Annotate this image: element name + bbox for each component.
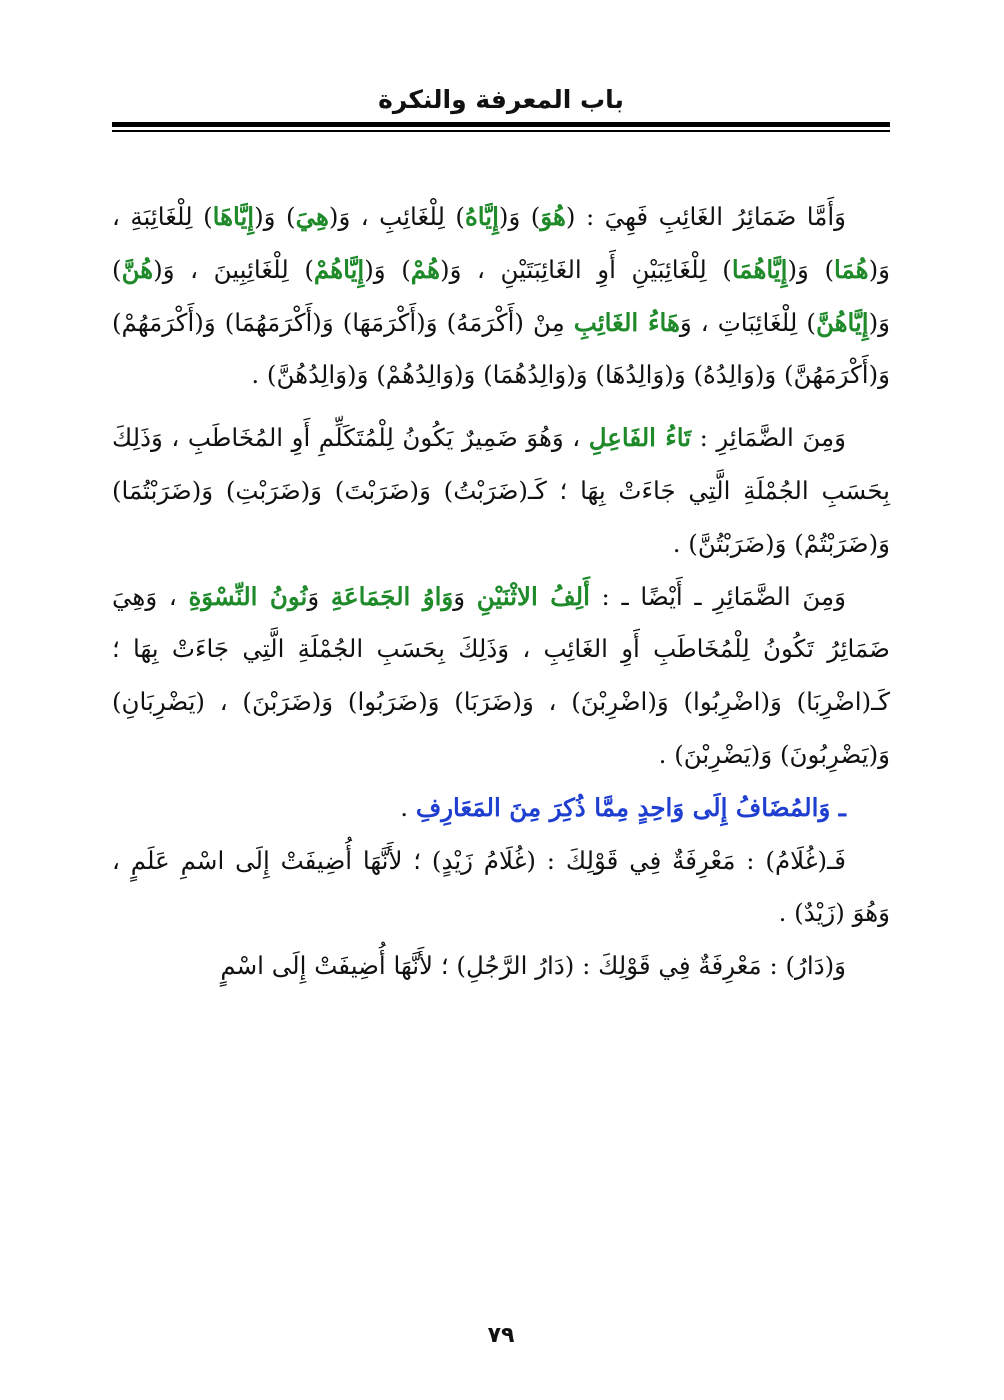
body-text: وَأَمَّا ضَمَائِرُ الغَائِبِ فَهِيَ : ( (565, 202, 846, 231)
header-rule-thick (112, 122, 890, 127)
highlighted-term: هُمْ (410, 254, 441, 284)
section-heading-text: ـ وَالمُضَافُ إِلَى وَاحِدٍ مِمَّا ذُكِرَ مِنَ المَعَارِفِ (415, 792, 846, 822)
highlighted-term: هُوَ (540, 202, 566, 231)
body-text: وَ (453, 581, 477, 611)
body-text: فَـ(غُلَامُ) : مَعْرِفَةٌ فِي قَوْلِكَ : (غُلَامُ زَيْدٍ) ؛ لأَنَّهَا أُضِيفَتْ إِلَى اسْمِ عَلَمٍ ، وَهُوَ (زَيْدٌ) . (112, 845, 890, 928)
header-rule-thin (112, 130, 890, 132)
body-text: ، وَهِيَ ضَمَائِرُ تَكُونُ لِلْمُخَاطَبِ أَوِ الغَائِبِ ، وَذَلِكَ بِحَسَبِ الجُمْلَةِ الَّتِي جَاءَتْ بِهَا ؛ كَـ(اضْرِبَا) وَ(اضْرِبُوا) وَ(اضْرِبْنَ) ، وَ(ضَرَبَا) وَ(ضَرَبُوا) وَ(ضَرَبْنَ) ، (يَضْرِبَانِ) وَ(يَضْرِبُونَ) وَ(يَضْرِبْنَ) . (112, 581, 890, 769)
body-text: ) لِلْغَائِبِينَ ، وَ( (153, 254, 314, 284)
body-text: ) لِلْغَائِبَةِ ، وَ( (112, 202, 890, 284)
highlighted-term: هَاءُ الغَائِبِ (573, 307, 680, 337)
body-text: ) لِلْغَائِبَيْنِ أَوِ الغَائِبَتَيْنِ ، وَ( (440, 254, 732, 284)
paragraph-subject-taa (112, 412, 890, 570)
paragraph-dar-example (112, 940, 890, 993)
highlighted-term: إِيَّاهُ (464, 202, 499, 231)
page-body (112, 191, 890, 993)
highlighted-term: وَاوُ الجَمَاعَةِ (330, 581, 454, 611)
paragraph-alif-waw-nun (112, 571, 890, 782)
highlighted-term: هُمَا (834, 254, 869, 284)
paragraph-absent-pronouns (112, 191, 890, 402)
body-text: ) وَ( (498, 202, 541, 231)
body-text: ) لِلْغَائِبِ ، وَ( (328, 202, 465, 231)
page-number: ٧٩ (487, 1323, 515, 1348)
highlighted-term: إِيَّاهُمَا (731, 254, 788, 284)
highlighted-term: أَلِفُ الاثْنَيْنِ (476, 581, 590, 611)
highlighted-term: تَاءُ الفَاعِلِ (588, 423, 692, 453)
highlighted-term: إِيَّاهُنَّ (815, 307, 869, 337)
highlighted-term: نُونُ النِّسْوَةِ (188, 581, 308, 611)
body-text: ) وَ( (364, 254, 411, 284)
paragraph-ghulam-example (112, 835, 890, 941)
book-page (112, 78, 890, 1378)
highlighted-term: إِيَّاهَا (212, 202, 255, 231)
page-title: باب المعرفة والنكرة (378, 85, 624, 114)
body-text: وَ(دَارُ) : مَعْرِفَةٌ فِي قَوْلِكَ : (دَارُ الرَّجُلِ) ؛ لأَنَّهَا أُضِيفَتْ إِلَى اسْمٍ (220, 951, 846, 981)
body-text: . (400, 792, 416, 822)
body-text: مِنْ (أَكْرَمَهُ) وَ(أَكْرَمَهَا) وَ(أَكْرَمَهُمَا) وَ(أَكْرَمَهُمْ) وَ(أَكْرَمَهُنَّ) وَ(وَالِدُهُ) وَ(وَالِدُهَا) وَ(وَالِدُهُمَا) وَ(وَالِدُهُمْ) وَ(وَالِدُهُنَّ) . (112, 307, 890, 390)
body-text: ) وَ( (787, 254, 835, 284)
body-text: ) وَ( (112, 254, 890, 337)
highlighted-term: هُنَّ (121, 254, 154, 284)
highlighted-term: هِيَ (295, 202, 329, 231)
body-text: ، وَهُوَ ضَمِيرٌ يَكُونُ لِلْمُتَكَلِّمِ أَوِ المُخَاطَبِ ، وَذَلِكَ بِحَسَبِ الجُمْلَةِ الَّتِي جَاءَتْ بِهَا ؛ كَـ(ضَرَبْتُ) وَ(ضَرَبْتَ) وَ(ضَرَبْتِ) وَ(ضَرَبْتُمَا) وَ(ضَرَبْتُمْ) وَ(ضَرَبْتُنَّ) . (112, 423, 890, 558)
body-text: ) لِلْغَائِبَاتِ ، وَ (679, 307, 816, 337)
paragraph-mudaf-heading (112, 782, 890, 835)
body-text: وَمِنَ الضَّمَائِرِ ـ أَيْضًا ـ : (589, 581, 847, 611)
highlighted-term: إِيَّاهُمْ (313, 254, 365, 284)
body-text: ) وَ( (254, 202, 296, 231)
body-text: وَمِنَ الضَّمَائِرِ : (691, 423, 846, 453)
body-text: وَ (307, 581, 331, 611)
